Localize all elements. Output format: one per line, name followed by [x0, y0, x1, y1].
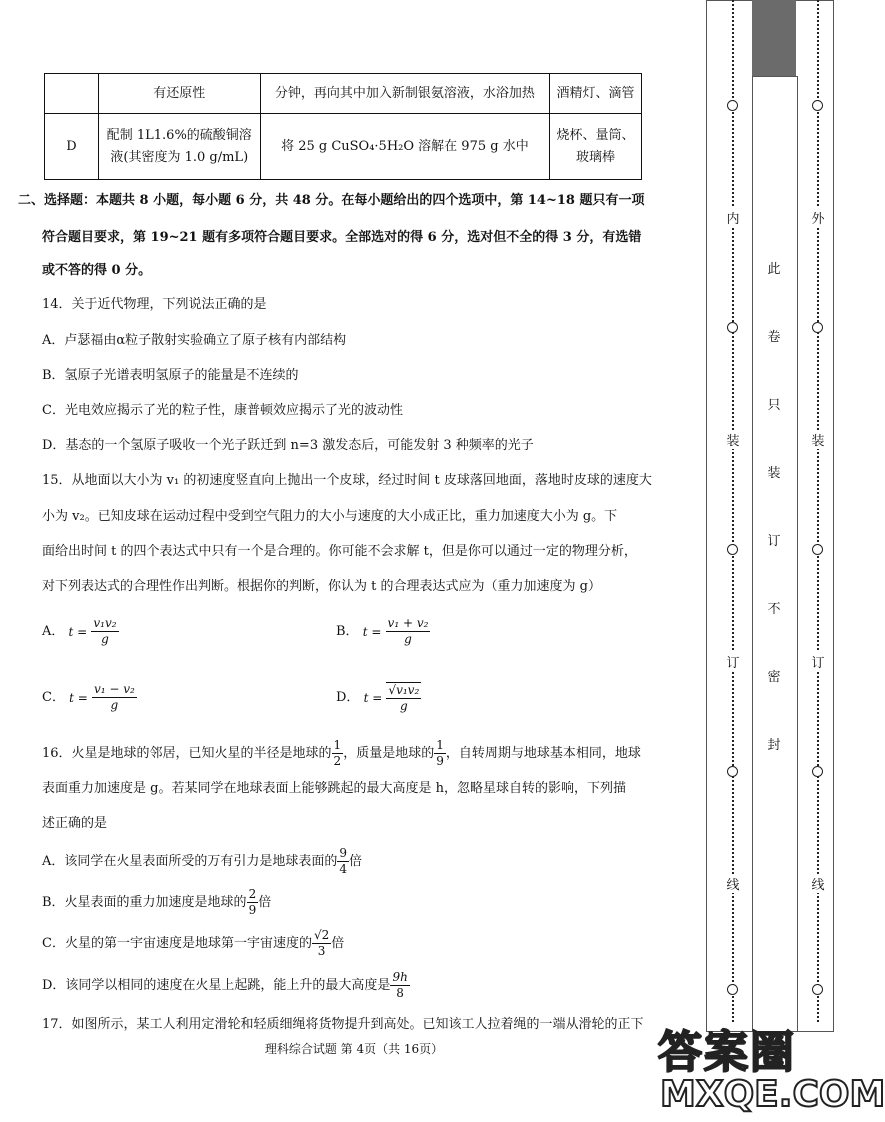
table-cell	[98, 114, 260, 180]
notice-char: 不	[766, 598, 782, 617]
formula: $\frac{\text{√v₁v₂}}{g}$	[388, 683, 420, 713]
notice-char: 只	[766, 394, 782, 413]
question-16-stem: 表面重力加速度是 g。若某同学在地球表面上能够跳起的最大高度是 h，忽略星球自转的影响，下列描	[42, 781, 626, 796]
binding-margin	[706, 0, 834, 1122]
question-15-stem: 小为 v₂。已知皮球在运动过程中受到空气阻力的大小与速度的大小成正比，重力加速度大小为 g。下	[42, 509, 618, 524]
formula: $\frac{\text{v₁ − v₂}}{g}$	[93, 682, 135, 712]
binding-label: 线	[810, 874, 826, 893]
q16-option-c: C．火星的第一宇宙速度是地球第一宇宙速度的 $\frac{√2}{3}$ 倍	[42, 928, 345, 958]
table-cell: 有还原性	[98, 74, 260, 114]
q16-option-d: D．该同学以相同的速度在火星上起跳，能上升的最大高度是 $\frac{9h}{8}$	[42, 970, 408, 1000]
q14-option-a: A．卢瑟福由α粒子散射实验确立了原子核有内部结构	[42, 333, 347, 348]
watermark-logo	[658, 1012, 885, 1120]
notice-char: 卷	[766, 326, 782, 345]
binding-hole-icon	[727, 544, 738, 555]
formula: $\frac{1}{9}$	[436, 738, 444, 768]
q15-option-d: D． t = $\frac{\text{√v₁v₂}}{g}$	[336, 683, 420, 713]
binding-hole-icon	[727, 984, 738, 995]
inner-dotted-line	[732, 0, 734, 1022]
formula: $\frac{1}{2}$	[333, 738, 342, 768]
binding-hole-icon	[812, 322, 823, 333]
notice-char: 此	[766, 258, 782, 277]
q14-option-b: B．氢原子光谱表明氢原子的能量是不连续的	[42, 368, 299, 383]
binding-hole-icon	[812, 984, 823, 995]
question-15-stem: 面给出时间 t 的四个表达式中只有一个是合理的。你可能不会求解 t，但是你可以通过一定的物理分析，	[42, 544, 637, 559]
binding-label: 内	[725, 208, 741, 227]
binding-hole-icon	[727, 100, 738, 111]
binding-gray-block	[752, 0, 796, 76]
binding-hole-icon	[727, 766, 738, 777]
binding-hole-icon	[812, 544, 823, 555]
binding-label: 订	[810, 652, 826, 671]
table-cell	[550, 114, 642, 180]
binding-hole-icon	[727, 322, 738, 333]
formula: $\frac{√2}{3}$	[313, 928, 330, 958]
table-row	[45, 114, 642, 180]
table-cell: D	[45, 114, 99, 180]
question-15-stem: 15．从地面以大小为 v₁ 的初速度竖直向上抛出一个皮球，经过时间 t 皮球落回地面，落地时皮球的速度大	[42, 473, 652, 488]
binding-hole-icon	[812, 100, 823, 111]
notice-char: 封	[766, 734, 782, 753]
q14-option-c: C．光电效应揭示了光的粒子性，康普顿效应揭示了光的波动性	[42, 403, 403, 418]
table-row	[45, 74, 642, 114]
formula: $\frac{9h}{8}$	[392, 970, 408, 1000]
binding-label: 装	[810, 430, 826, 449]
formula: $\frac{\text{v₁v₂}}{g}$	[93, 616, 117, 646]
q15-option-a: A． t = $\frac{\text{v₁v₂}}{g}$	[42, 616, 117, 646]
question-16-stem: 16．火星是地球的邻居，已知火星的半径是地球的 $\frac{1}{2}$ ，质量是地球的 $\frac{1}{9}$ ，自转周期与地球基本相同，地球	[42, 738, 641, 768]
page-footer: 理科综合试题 第 4页（共 16页）	[264, 1042, 444, 1056]
section-heading: 符合题目要求，第 19~21 题有多项符合题目要求。全部选对的得 6 分，选对但不全的得 3 分，有选错	[42, 230, 642, 245]
notice-char: 密	[766, 666, 782, 685]
formula: $\frac{2}{9}$	[248, 887, 257, 917]
watermark-text: 答案圈	[658, 1027, 796, 1078]
question-17-stem: 17．如图所示，某工人利用定滑轮和轻质细绳将货物提升到高处。已知该工人拉着绳的一端从滑轮的正下	[42, 1017, 644, 1032]
binding-hole-icon	[812, 766, 823, 777]
binding-label: 订	[725, 652, 741, 671]
section-heading: 二、选择题：本题共 8 小题，每小题 6 分，共 48 分。在每小题给出的四个选项中，第 14~18 题只有一项	[18, 193, 645, 208]
table-cell: 酒精灯、滴管	[550, 74, 642, 114]
notice-char: 装	[766, 462, 782, 481]
question-14-stem: 14．关于近代物理，下列说法正确的是	[42, 297, 267, 312]
q16-option-b: B．火星表面的重力加速度是地球的 $\frac{2}{9}$ 倍	[42, 887, 272, 917]
binding-label: 装	[725, 430, 741, 449]
cell-line: 配制 1L1.6%的硫酸铜溶	[106, 127, 252, 143]
q15-option-b: B． t = $\frac{\text{v₁ + v₂}}{g}$	[336, 616, 429, 646]
table-cell: 将 25 g CuSO₄·5H₂O 溶解在 975 g 水中	[260, 114, 549, 180]
formula: $\frac{9}{4}$	[339, 846, 348, 876]
exam-page	[18, 0, 670, 1122]
question-16-stem: 述正确的是	[42, 816, 108, 831]
experiment-table	[44, 73, 642, 180]
outer-dotted-line	[817, 0, 819, 1022]
table-cell: 分钟，再向其中加入新制银氨溶液，水浴加热	[260, 74, 549, 114]
q15-option-c: C． t = $\frac{\text{v₁ − v₂}}{g}$	[42, 682, 135, 712]
watermark-url: MXQE.COM	[660, 1074, 885, 1115]
binding-label: 外	[810, 208, 826, 227]
cell-line: 烧杯、量筒、	[556, 127, 635, 143]
notice-char: 订	[766, 530, 782, 549]
cell-line: 玻璃棒	[576, 149, 616, 165]
question-15-stem: 对下列表达式的合理性作出判断。根据你的判断，你认为 t 的合理表达式应为（重力加速度为 g）	[42, 579, 601, 594]
formula: $\frac{\text{v₁ + v₂}}{g}$	[387, 616, 429, 646]
q16-option-a: A．该同学在火星表面所受的万有引力是地球表面的 $\frac{9}{4}$ 倍	[42, 846, 363, 876]
binding-label: 线	[725, 874, 741, 893]
q14-option-d: D．基态的一个氢原子吸收一个光子跃迁到 n=3 激发态后，可能发射 3 种频率的光子	[42, 438, 534, 453]
cell-line: 液(其密度为 1.0 g/mL)	[110, 149, 249, 165]
notice-column	[752, 76, 798, 1032]
section-heading: 或不答的得 0 分。	[42, 263, 152, 278]
table-cell	[45, 74, 99, 114]
